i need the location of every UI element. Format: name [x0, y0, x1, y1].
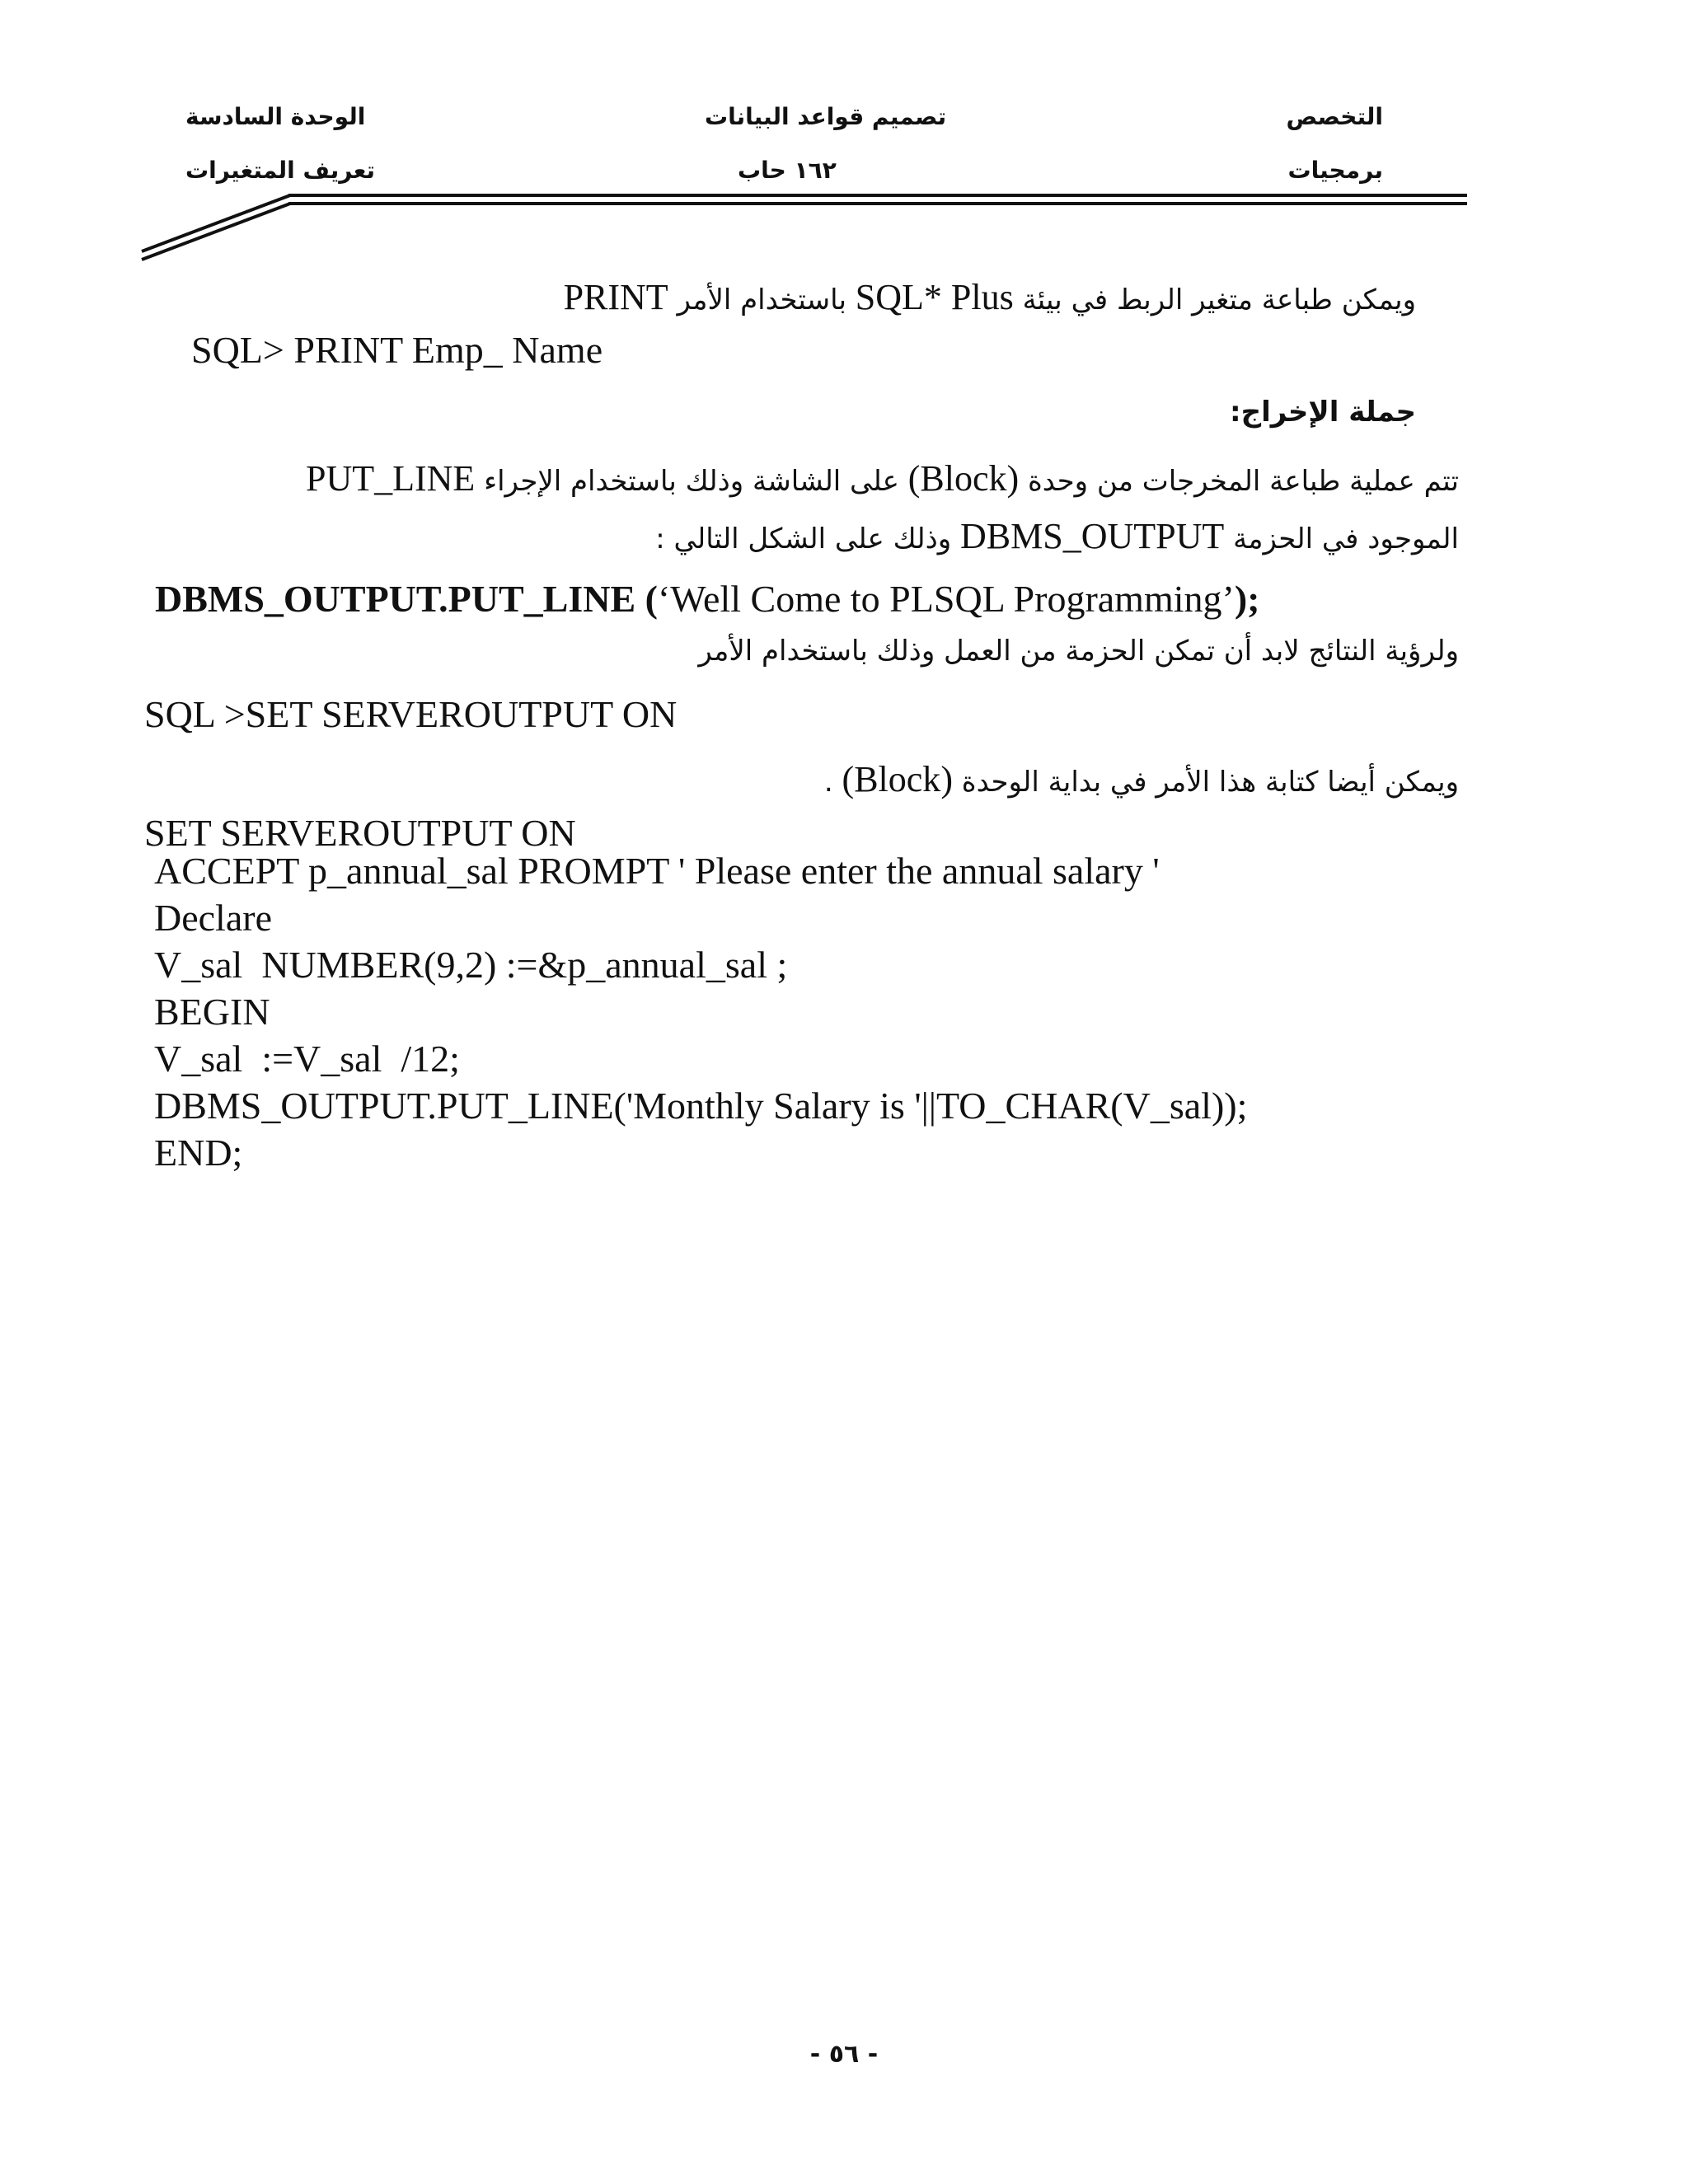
para4-block: (Block)	[842, 759, 953, 799]
put-line-end: );	[1234, 578, 1260, 620]
code-line: Declare	[154, 897, 272, 939]
code-line: END;	[154, 1132, 243, 1174]
section-title: جملة الإخراج:	[1229, 396, 1416, 429]
output-para-2	[655, 515, 1459, 557]
output-para-4	[824, 758, 1459, 800]
header-unit-label: الوحدة السادسة	[185, 103, 366, 130]
put-line-string: ‘Well Come to PLSQL Programming’	[657, 578, 1235, 620]
code-first-line: SET SERVEROUTPUT ON	[144, 812, 576, 854]
para1-block: (Block)	[907, 458, 1020, 499]
page-number: - ٥٦ -	[809, 2040, 879, 2069]
code-line: ACCEPT p_annual_sal PROMPT ' Please enter the annual salary '	[154, 850, 1160, 892]
print-intro-text-2: باستخدام الأمر	[677, 284, 846, 316]
para1-text-2: على الشاشة وذلك باستخدام الإجراء	[484, 465, 899, 498]
para1-putline: PUT_LINE	[306, 458, 476, 499]
print-intro-text: ويمكن طباعة متغير الربط في بيئة	[1022, 284, 1416, 316]
code-line: DBMS_OUTPUT.PUT_LINE('Monthly Salary is '||TO_CHAR(V_sal));	[154, 1085, 1248, 1127]
code-line: V_sal NUMBER(9,2) :=&p_annual_sal ;	[154, 944, 788, 986]
put-line-example	[155, 577, 1260, 621]
para2-text: الموجود في الحزمة	[1233, 523, 1459, 555]
put-line-call: DBMS_OUTPUT.PUT_LINE (	[155, 578, 658, 620]
serveroutput-command: SQL >SET SERVEROUTPUT ON	[144, 693, 678, 735]
para4-dot: .	[823, 766, 833, 799]
output-para-3: ولرؤية النتائج لابد أن تمكن الحزمة من العمل وذلك باستخدام الأمر	[698, 635, 1459, 668]
para2-text-2: وذلك على الشكل التالي :	[655, 523, 952, 555]
header-specialty-label: التخصص	[1286, 103, 1383, 130]
para2-package: DBMS_OUTPUT	[959, 516, 1225, 556]
sqlplus-term: SQL* Plus	[855, 277, 1014, 317]
code-block	[154, 847, 1247, 1176]
header-unit-topic: تعريف المتغيرات	[185, 157, 376, 184]
print-intro-line	[564, 276, 1416, 318]
header-course-code: ١٦٢ حاب	[738, 157, 837, 184]
header-specialty-value: برمجيات	[1287, 157, 1383, 184]
code-line: V_sal :=V_sal /12;	[154, 1038, 460, 1080]
output-para-1	[306, 457, 1459, 499]
para1-text: تتم عملية طباعة المخرجات من وحدة	[1027, 465, 1459, 498]
print-term: PRINT	[563, 277, 668, 317]
print-command: SQL> PRINT Emp_ Name	[191, 329, 603, 371]
code-line: BEGIN	[154, 991, 270, 1033]
header-course-title: تصميم قواعد البيانات	[705, 103, 947, 130]
para4-text: ويمكن أيضا كتابة هذا الأمر في بداية الوحدة	[961, 766, 1459, 799]
